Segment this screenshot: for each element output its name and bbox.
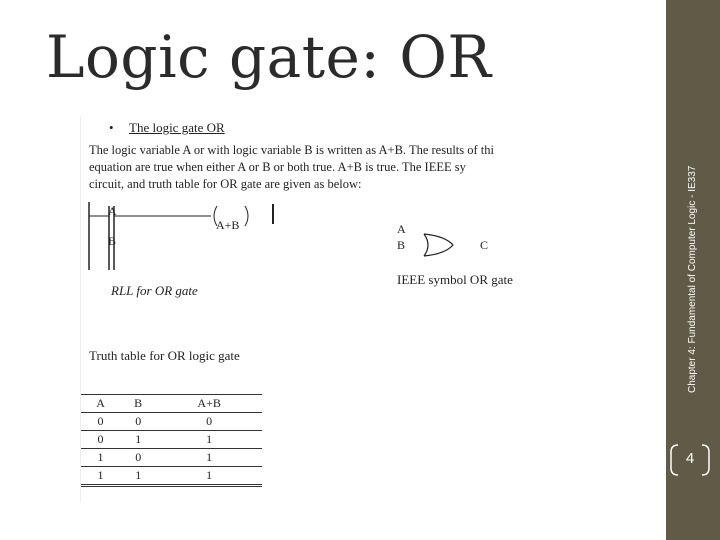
page-number-badge	[669, 444, 711, 476]
table-cell: 0	[135, 414, 142, 428]
slide-title: Logic gate: OR	[46, 23, 492, 91]
table-cell: 0	[97, 414, 104, 428]
table-row	[81, 467, 262, 486]
description-paragraph	[89, 142, 539, 193]
ieee-output-label: C	[480, 238, 489, 252]
table-cell: 1	[156, 449, 262, 467]
table-cell: 1	[120, 467, 156, 486]
paragraph-line: circuit, and truth table for OR gate are given as below:	[89, 177, 362, 191]
ieee-input-b-label: B	[397, 238, 406, 252]
ieee-or-gate-symbol	[397, 224, 457, 264]
truth-table	[81, 394, 262, 487]
truth-table-caption: Truth table for OR logic gate	[89, 348, 240, 363]
column-header-b: B	[120, 395, 156, 413]
page-number: 4	[685, 450, 695, 467]
table-cell: 1	[156, 467, 262, 486]
table-cell: 0	[120, 449, 156, 467]
column-header-a: A	[81, 395, 120, 413]
paragraph-line: equation are true when either A or B or both true. A+B is true. The IEEE sy	[89, 160, 466, 174]
truth-table-header-row	[81, 395, 262, 413]
chapter-label: Chapter 4: Fundamental of Computer Logic - IE337	[687, 165, 698, 393]
table-cell: 1	[81, 449, 120, 467]
table-cell: 0	[206, 414, 213, 428]
rll-input-b-label: B	[108, 234, 117, 248]
table-row	[81, 413, 262, 431]
ieee-input-a-label: A	[397, 222, 406, 236]
table-cell: 1	[120, 431, 156, 449]
rll-caption: RLL for OR gate	[111, 283, 198, 298]
table-cell: 1	[81, 467, 120, 486]
bullet-icon: •	[109, 120, 114, 135]
rll-output-label: A+B	[216, 218, 240, 232]
table-row	[81, 431, 262, 449]
table-row	[81, 449, 262, 467]
table-cell: 1	[156, 431, 262, 449]
ieee-caption: IEEE symbol OR gate	[397, 272, 513, 287]
embedded-figure	[80, 116, 536, 502]
table-cell: 0	[81, 431, 120, 449]
column-header-output: A+B	[156, 395, 262, 413]
paragraph-line: The logic variable A or with logic variable B is written as A+B. The results of thi	[89, 143, 495, 157]
rll-input-a-label: A	[108, 204, 117, 218]
bullet-title: The logic gate OR	[129, 120, 225, 135]
bullet-item	[109, 120, 225, 136]
